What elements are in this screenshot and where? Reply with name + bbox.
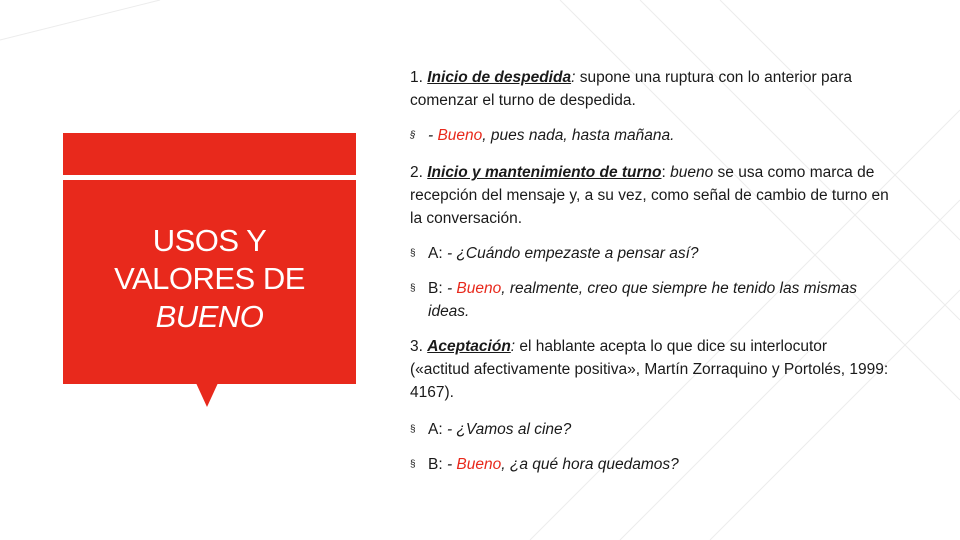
speaker-label: B: — [428, 456, 447, 473]
term-label: Inicio de despedida — [427, 69, 572, 86]
term-colon: : — [661, 164, 666, 181]
term-label: Aceptación — [427, 338, 511, 355]
paragraph-text: el hablante acepta lo que dice su interlocutor («actitud afectivamente positiva», Martín Zorraquino y Portolés, 1999: 4167). — [410, 338, 889, 401]
example-keyword: Bueno — [456, 280, 502, 297]
example-dash: - — [446, 280, 457, 297]
example-text: , pues nada, hasta mañana. — [482, 127, 675, 144]
paragraph-inicio-despedida — [410, 66, 890, 112]
example-bullet — [410, 242, 890, 265]
bullet-marker: § — [410, 283, 416, 294]
paragraph-inicio-mantenimiento — [410, 161, 890, 230]
example-keyword: Bueno — [437, 127, 483, 144]
example-text: , realmente, creo que siempre he tenido las mismas ideas. — [428, 280, 858, 320]
example-keyword: Bueno — [456, 456, 502, 473]
title-line-3: BUENO — [155, 299, 264, 334]
speaker-label: A: — [428, 245, 447, 262]
example-bullet — [410, 453, 890, 476]
bullet-marker: § — [410, 424, 416, 435]
example-bullet — [410, 124, 890, 147]
title-line-1: USOS Y — [152, 223, 267, 258]
title-line-2: VALORES DE — [114, 261, 305, 296]
bullet-marker: § — [410, 130, 416, 141]
example-text: - ¿Cuándo empezaste a pensar así? — [446, 245, 699, 262]
title-box-pointer — [196, 383, 218, 407]
paragraph-number: 1. — [410, 69, 428, 86]
speaker-label: B: — [428, 280, 447, 297]
slide-title — [63, 222, 356, 336]
accent-strip — [63, 133, 356, 175]
paragraph-number: 2. — [410, 164, 428, 181]
bullet-marker: § — [410, 459, 416, 470]
paragraph-text: se usa como marca de recepción del mensaje y, a su vez, como señal de cambio de turno en la conversación. — [410, 164, 889, 227]
example-dash: - — [428, 127, 438, 144]
example-dash: - — [446, 456, 457, 473]
keyword-bueno: bueno — [670, 164, 714, 181]
slide-content — [410, 66, 890, 476]
example-text: - ¿Vamos al cine? — [446, 421, 572, 438]
bullet-marker: § — [410, 248, 416, 259]
example-text: , ¿a qué hora quedamos? — [501, 456, 679, 473]
term-colon: : — [510, 338, 516, 355]
paragraph-number: 3. — [410, 338, 428, 355]
term-colon: : — [571, 69, 576, 86]
speaker-label: A: — [428, 421, 447, 438]
example-bullet — [410, 418, 890, 441]
paragraph-aceptacion — [410, 335, 890, 404]
example-bullet — [410, 277, 890, 323]
term-label: Inicio y mantenimiento de turno — [427, 164, 662, 181]
paragraph-text: supone una ruptura con lo anterior para comenzar el turno de despedida. — [410, 69, 852, 109]
